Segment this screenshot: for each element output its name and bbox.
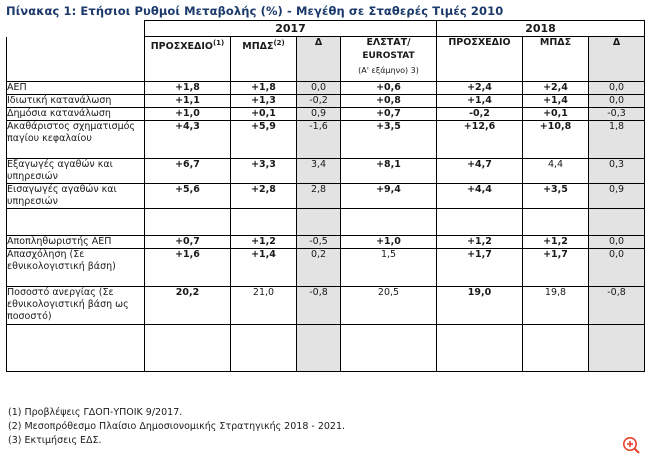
row-value: 3,4 (297, 159, 341, 184)
row-label: Ποσοστό ανεργίας (Σε εθνικολογιστική βάση ως ποσοστό) (7, 287, 145, 325)
row-value (437, 209, 523, 236)
row-value: +10,8 (523, 121, 589, 159)
row-value: +1,2 (523, 236, 589, 249)
zoom-in-icon[interactable] (622, 436, 640, 454)
row-value: +4,3 (145, 121, 231, 159)
row-value: -0,3 (589, 108, 645, 121)
bottom-blank-cell (437, 325, 523, 372)
row-value: +1,2 (437, 236, 523, 249)
row-value: -1,6 (297, 121, 341, 159)
bottom-blank-cell (523, 325, 589, 372)
page-title: Πίνακας 1: Ετήσιοι Ρυθμοί Μεταβολής (%) - Μεγέθη σε Σταθερές Τιμές 2010 (6, 4, 504, 18)
row-value: -0,2 (297, 95, 341, 108)
bottom-blank-cell (231, 325, 297, 372)
table-bottom-blank-row (7, 325, 645, 372)
row-value: +1,6 (145, 249, 231, 287)
row-value: 19,0 (437, 287, 523, 325)
row-value: 0,0 (589, 82, 645, 95)
header-2017-mpds-label: ΜΠΔΣ (242, 41, 274, 53)
row-value: +2,4 (523, 82, 589, 95)
table-row (7, 108, 645, 121)
row-value: +1,4 (231, 249, 297, 287)
table-row (7, 236, 645, 249)
row-value: 0,0 (297, 82, 341, 95)
row-label: Ακαθάριστος σχηματισμός παγίου κεφαλαίου (7, 121, 145, 159)
row-value: +2,4 (437, 82, 523, 95)
footnote-1: (1) Προβλέψεις ΓΔΟΠ-ΥΠΟΙΚ 9/2017. (8, 407, 183, 418)
row-value: +5,6 (145, 184, 231, 209)
row-value: +1,4 (437, 95, 523, 108)
header-2017-prosxedio (145, 37, 231, 82)
header-2017-elstat-note: (Α' εξάμηνο) 3) (358, 66, 419, 75)
row-value: 20,2 (145, 287, 231, 325)
row-value: +4,7 (437, 159, 523, 184)
row-value: +8,1 (341, 159, 437, 184)
row-label: Αποπληθωριστής ΑΕΠ (7, 236, 145, 249)
bottom-blank-cell (145, 325, 231, 372)
footnotes (8, 406, 345, 448)
table-row (7, 159, 645, 184)
row-value: +3,5 (341, 121, 437, 159)
row-value: 19,8 (523, 287, 589, 325)
header-2017-mpds-sup: (2) (273, 39, 285, 47)
header-2017-elstat-label: ΕΛΣΤΑΤ/ (366, 37, 411, 48)
rates-of-change-table (6, 20, 645, 372)
row-value: 4,4 (523, 159, 589, 184)
header-2017-prosxedio-label: ΠΡΟΣΧΕΔΙΟ (150, 41, 213, 53)
row-value: 20,5 (341, 287, 437, 325)
row-value (297, 209, 341, 236)
row-label (7, 209, 145, 236)
row-value: 1,5 (341, 249, 437, 287)
row-value: +1,3 (231, 95, 297, 108)
row-value: 0,0 (589, 249, 645, 287)
header-year-2018: 2018 (437, 21, 645, 37)
row-value: +1,8 (145, 82, 231, 95)
header-2018-delta: Δ (589, 37, 645, 82)
table-row (7, 121, 645, 159)
row-value: +1,7 (523, 249, 589, 287)
table-header-year-row (7, 21, 645, 37)
header-corner-blank (7, 21, 145, 37)
row-label: Απασχόληση (Σε εθνικολογιστική βάση) (7, 249, 145, 287)
row-value: 0,9 (297, 108, 341, 121)
row-value (145, 209, 231, 236)
row-value: +3,3 (231, 159, 297, 184)
row-value (523, 209, 589, 236)
row-value (231, 209, 297, 236)
row-value: +5,9 (231, 121, 297, 159)
row-value: +0,6 (341, 82, 437, 95)
row-label: Εξαγωγές αγαθών και υπηρεσιών (7, 159, 145, 184)
row-value: +4,4 (437, 184, 523, 209)
bottom-blank-cell (589, 325, 645, 372)
row-value: +9,4 (341, 184, 437, 209)
row-value: +12,6 (437, 121, 523, 159)
footnote-2: (2) Μεσοπρόθεσμο Πλαίσιο Δημοσιονομικής Στρατηγικής 2018 - 2021. (8, 421, 346, 432)
row-label: Ιδιωτική κατανάλωση (7, 95, 145, 108)
row-value: -0,8 (297, 287, 341, 325)
row-value: +1,8 (231, 82, 297, 95)
row-label: Δημόσια κατανάλωση (7, 108, 145, 121)
row-value: +6,7 (145, 159, 231, 184)
row-value: +1,4 (523, 95, 589, 108)
table-row-spacer (7, 209, 645, 236)
header-2017-eurostat-label: EUROSTAT (362, 51, 415, 61)
row-value: +3,5 (523, 184, 589, 209)
header-2017-mpds (231, 37, 297, 82)
row-value: -0,2 (437, 108, 523, 121)
row-value: -0,8 (589, 287, 645, 325)
header-2017-elstat (341, 37, 437, 82)
header-2018-mpds: ΜΠΔΣ (523, 37, 589, 82)
row-value: 0,0 (589, 236, 645, 249)
row-value (341, 209, 437, 236)
row-value: +0,8 (341, 95, 437, 108)
bottom-blank-cell (297, 325, 341, 372)
row-value: -0,5 (297, 236, 341, 249)
table-row (7, 95, 645, 108)
row-value: 0,0 (589, 95, 645, 108)
table-row (7, 249, 645, 287)
header-2017-prosxedio-sup: (1) (212, 39, 225, 47)
table-header-cols-row (7, 37, 645, 82)
header-rowlabel-blank (7, 37, 145, 82)
row-value: +1,7 (437, 249, 523, 287)
row-label: ΑΕΠ (7, 82, 145, 95)
row-value: +0,1 (231, 108, 297, 121)
row-value: 0,9 (589, 184, 645, 209)
row-value: +0,1 (523, 108, 589, 121)
bottom-blank-cell (7, 325, 145, 372)
row-value: 0,2 (297, 249, 341, 287)
row-value: +0,7 (341, 108, 437, 121)
row-value: +1,2 (231, 236, 297, 249)
table-row (7, 184, 645, 209)
row-value: 1,8 (589, 121, 645, 159)
row-value: 2,8 (297, 184, 341, 209)
header-2018-prosxedio: ΠΡΟΣΧΕΔΙΟ (437, 37, 523, 82)
footnote-3: (3) Εκτιμήσεις ΕΔΣ. (8, 435, 102, 446)
row-value (589, 209, 645, 236)
row-value: +2,8 (231, 184, 297, 209)
row-value: +0,7 (145, 236, 231, 249)
row-label: Εισαγωγές αγαθών και υπηρεσιών (7, 184, 145, 209)
table-row (7, 287, 645, 325)
bottom-blank-cell (341, 325, 437, 372)
header-2017-delta: Δ (297, 37, 341, 82)
row-value: +1,1 (145, 95, 231, 108)
header-year-2017: 2017 (145, 21, 437, 37)
row-value: +1,0 (145, 108, 231, 121)
table-row (7, 82, 645, 95)
row-value: +1,0 (341, 236, 437, 249)
row-value: 21,0 (231, 287, 297, 325)
row-value: 0,3 (589, 159, 645, 184)
